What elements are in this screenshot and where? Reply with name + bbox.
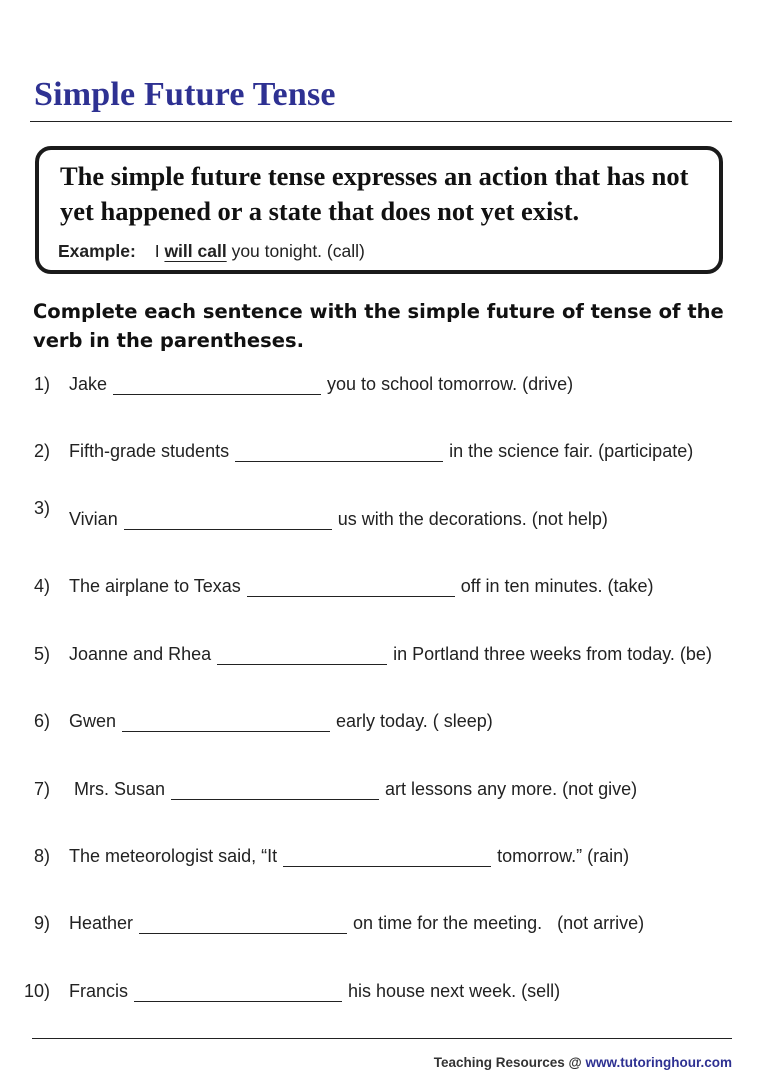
title-divider [30, 121, 732, 122]
question-after: us with the decorations. (not help) [337, 509, 608, 529]
question-before: Gwen [69, 711, 117, 731]
question-5 [69, 644, 712, 674]
question-after: in Portland three weeks from today. (be) [393, 644, 712, 664]
example-row [58, 241, 365, 262]
page-title: Simple Future Tense [34, 76, 336, 113]
question-number: 10) [23, 981, 50, 1001]
question-before: Francis [69, 981, 129, 1001]
question-before: Joanne and Rhea [69, 644, 212, 664]
question-after: art lessons any more. (not give) [385, 779, 638, 799]
footer-url[interactable]: www.tutoringhour.com [585, 1055, 732, 1070]
answer-blank[interactable] [113, 376, 321, 395]
question-number: 6) [33, 711, 50, 731]
question-7 [69, 779, 637, 809]
answer-blank[interactable] [247, 578, 455, 597]
question-1 [69, 374, 573, 404]
question-before: Heather [69, 913, 134, 933]
footer [434, 1055, 732, 1070]
answer-blank[interactable] [235, 443, 443, 462]
question-4 [69, 576, 654, 606]
answer-blank[interactable] [139, 915, 347, 934]
question-8 [69, 846, 629, 876]
question-number: 3) [33, 498, 50, 518]
question-number: 1) [33, 374, 50, 394]
question-number: 2) [33, 441, 50, 461]
question-before: Mrs. Susan [69, 779, 166, 799]
example-after: you tonight. (call) [231, 241, 365, 261]
definition-box [35, 146, 723, 274]
question-number: 8) [33, 846, 50, 866]
question-before: The meteorologist said, “It [69, 846, 278, 866]
example-label: Example: [58, 241, 136, 261]
question-number: 7) [33, 779, 50, 799]
answer-blank[interactable] [124, 511, 332, 530]
question-before: Jake [69, 374, 108, 394]
question-after: you to school tomorrow. (drive) [327, 374, 574, 394]
question-6 [69, 711, 493, 741]
question-9 [69, 913, 644, 943]
question-after: off in ten minutes. (take) [460, 576, 654, 596]
question-3 [69, 509, 608, 539]
question-after: in the science fair. (participate) [449, 441, 694, 461]
question-after: his house next week. (sell) [348, 981, 561, 1001]
definition-text: The simple future tense expresses an action that has not yet happened or a state that does not yet exist. [60, 161, 689, 226]
question-before: Vivian [69, 509, 118, 529]
question-2 [69, 441, 693, 471]
question-before: The airplane to Texas [69, 576, 241, 596]
answer-blank[interactable] [217, 646, 387, 665]
example-answer: will call [164, 241, 227, 261]
question-after: tomorrow.” (rain) [497, 846, 630, 866]
question-number: 4) [33, 576, 50, 596]
question-before: Fifth-grade students [69, 441, 230, 461]
question-number: 5) [33, 644, 50, 664]
example-before: I [154, 241, 160, 261]
answer-blank[interactable] [122, 713, 330, 732]
footer-divider [32, 1038, 732, 1039]
question-after: early today. ( sleep) [336, 711, 493, 731]
answer-blank[interactable] [134, 983, 342, 1002]
answer-blank[interactable] [283, 848, 491, 867]
question-after: on time for the meeting. (not arrive) [353, 913, 645, 933]
footer-label: Teaching Resources @ [433, 1055, 582, 1070]
answer-blank[interactable] [171, 781, 379, 800]
instructions: Complete each sentence with the simple future of tense of the verb in the parentheses. [33, 300, 724, 352]
question-10 [69, 981, 560, 1011]
question-number: 9) [33, 913, 50, 933]
